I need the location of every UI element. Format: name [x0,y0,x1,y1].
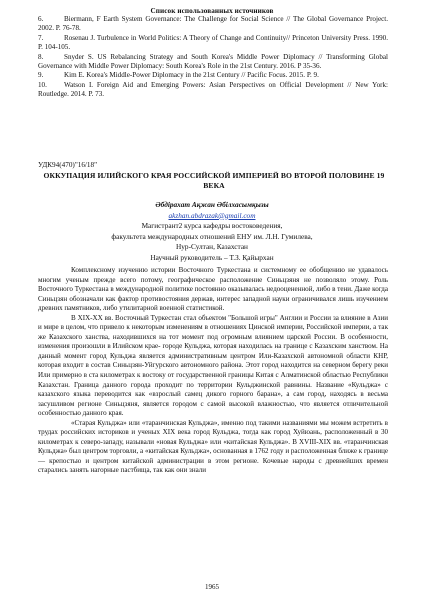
author-name: Әбдірахат Ақжан Әбілхасымқызы [155,200,269,209]
references-list [38,15,388,100]
author-supervisor: Научный руководитель – Т.З. Қайырхан [150,252,274,262]
reference-text: Kim E. Korea's Middle-Power Diplomacy in the 21st Century // Pacific Focus. 2015. P. 9. [64,71,319,80]
author-position: Магистрант2 курса кафедры востоковедения, [141,221,283,231]
reference-number: 8. [38,52,44,61]
body-paragraph: «Старая Кульджа» или «таранчинская Кульджа», именно под такими названиями мы можем встретить в трудах российских историков и ученых XIX века город Кульджа, тогда как город Хуйюань, расположенный в 30 километрах к северо-западу, называли «новая Кульджа» или «китайская Кульджа». В XVIII-XIX вв. «таранчинская Кульджа» был центром торговли, а «китайская Кульджа», основанная в 1762 году и расположенная ближе к границе — крепостью и центром китайской администрации в этом регионе. Кочевые народы с древнейших времен старались занять нагорные пастбища, так как они знали [38,418,388,475]
page-number: 1965 [205,583,219,591]
reference-text: Rosenau J. Turbulence in World Politics: A Theory of Change and Continuity// Princeton University Press. 1990. P. 104-105. [38,33,388,52]
author-email-link[interactable]: akzhan.abdrazak@gmail.com [168,210,256,220]
reference-item [38,71,388,80]
author-block [0,200,424,264]
author-city: Нур-Султан, Казахстан [176,242,248,252]
body-paragraph: В XIX-XX вв. Восточный Туркестан стал объектом "Большой игры" Англии и России за влияние в Азии и мире в целом, что привело к некоторым изменениям в отношениях Цинской империи, Российской империи, а так же Казахского ханства, находившихся на тот момент под огромным влиянием царской России. В особенности, изменения произошли в Илийском крае- городе Кульджа, которая находилась на границе с Казахским ханством. На данный момент город Кульджа является административным центром Или-Казахской автономной области КНР, которая входит в состав Синьцзян-Уйгурского автономного района. Этот город находится на северном берегу реки Или примерно в ста километрах к востоку от государственной границы Китая с Алматинской областью Республики Казахстан. Граница данного города проходит по территории Кульджинской равнины. Название «Кульджа» с казахского языка переводится как «взрослый самец дикого горного барана», а сам город, находясь в весьма засушливом регионе Синьцзяня, является городом с самой высокой влажностью, что является отличительной особенностью данного края. [38,313,388,418]
reference-item [38,53,388,72]
author-faculty: факультета международных отношений ЕНУ им. Л.Н. Гумилева, [111,231,313,241]
references-heading: Список использованных источников [150,7,274,15]
reference-item [38,15,388,34]
reference-text: Snyder S. US Rebalancing Strategy and South Korea's Middle Power Diplomacy // Transforming Global Governance with Middle Power Diplomacy: South Korea's Role in the 21st Century. 2016. P 35-36. [38,52,388,71]
article-body [38,266,388,476]
reference-number: 7. [38,33,44,42]
article-title: ОККУПАЦИЯ ИЛИЙСКОГО КРАЯ РОССИЙСКОЙ ИМПЕРИЕЙ ВО ВТОРОЙ ПОЛОВИНЕ 19 ВЕКА [43,171,385,190]
reference-item [38,81,388,100]
reference-text: Biermann, F Earth System Governance: The Challenge for Social Science // The Global Governance Project. 2002. P. 76-78. [38,15,388,33]
reference-number: 10. [38,80,47,89]
reference-item [38,34,388,53]
udk-code: УДК94(470)"16/18" [38,161,98,169]
reference-number: 9. [38,71,44,80]
reference-number: 6. [38,15,44,23]
body-paragraph: Комплексному изучению истории Восточного Туркестана и системному ее обобщению не удавалось многим ученым прежде всего потому, географическое расположение Синьцзяня не позволяло этому. Роль Восточного Туркестана в международной политике постоянно оказывалась недооцененной, либо в тени. Даже когда Синьцзян обозначали как фактор противостояния держав, интерес западной науки ограничивался лишь изучением древних памятников, либо утилитарной военной статистикой. [38,266,388,313]
reference-text: Watson I. Foreign Aid and Emerging Powers: Asian Perspectives on Official Development // New York: Routledge. 2014. P. 73. [38,80,388,99]
